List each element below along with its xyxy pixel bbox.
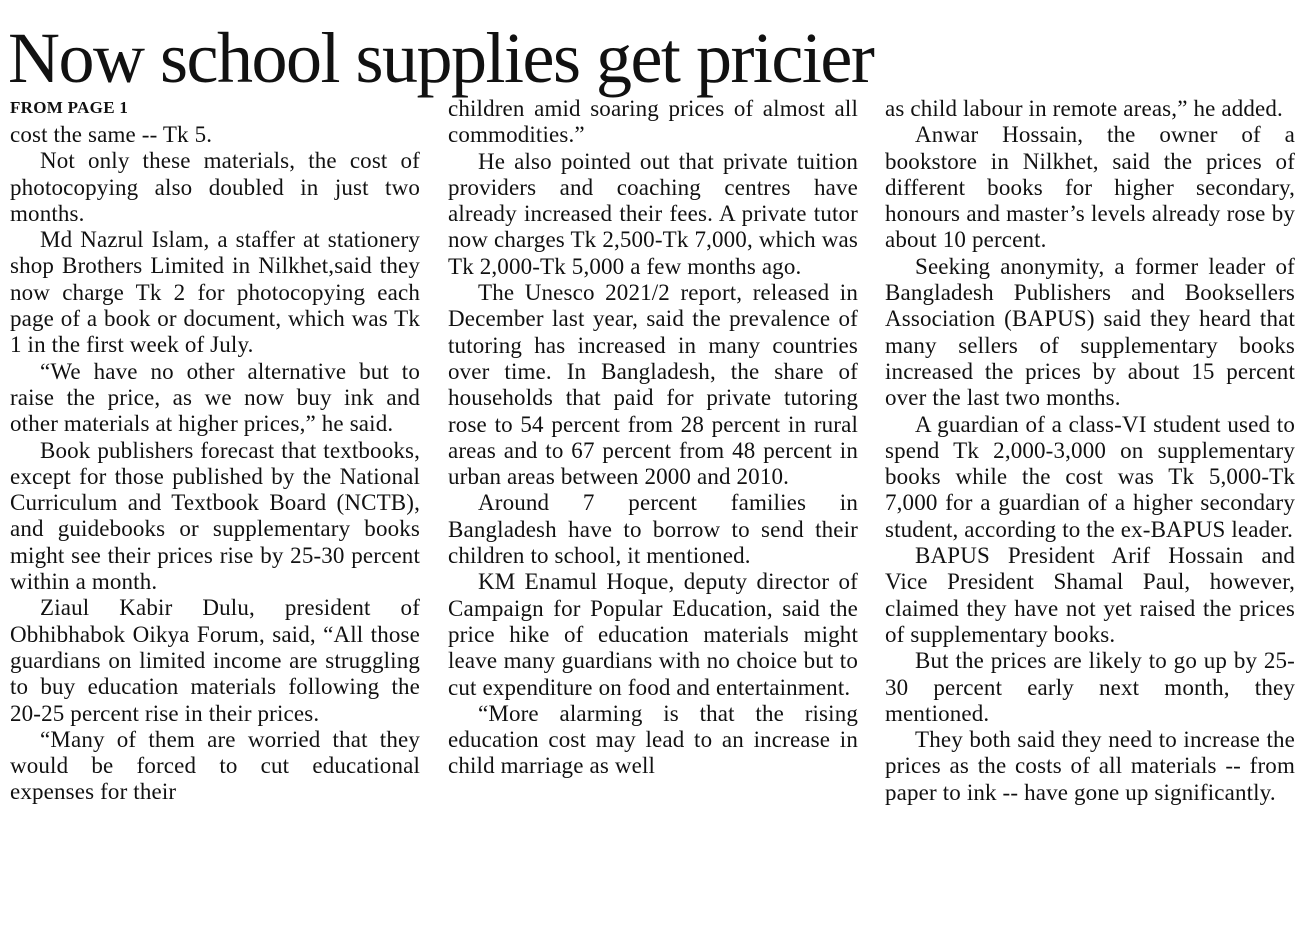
paragraph: “More alarming is that the rising education cost may lead to an increase in child marriage as well xyxy=(448,700,858,779)
paragraph: Anwar Hossain, the owner of a bookstore in Nilkhet, said the prices of different books for higher secondary, honours and master’s levels already rose by about 10 percent. xyxy=(885,122,1295,253)
paragraph: cost the same -- Tk 5. xyxy=(10,122,213,147)
jump-line-kicker: FROM PAGE 1 xyxy=(10,98,129,117)
paragraph: Not only these materials, the cost of photocopying also doubled in just two months. xyxy=(10,148,420,226)
paragraph: “We have no other alternative but to raise the price, as we now buy ink and other materials at higher prices,” he said. xyxy=(10,358,420,437)
paragraph: A guardian of a class-VI student used to spend Tk 2,000-3,000 on supplementary books while the cost was Tk 5,000-Tk 7,000 for a guardian of a higher secondary student, according to the ex-BAPUS leader. xyxy=(885,411,1295,542)
article-column-3 xyxy=(885,96,1295,806)
paragraph: But the prices are likely to go up by 25-30 percent early next month, they mentioned. xyxy=(885,648,1295,726)
paragraph: They both said they need to increase the prices as the costs of all materials -- from paper to ink -- have gone up significantly. xyxy=(885,727,1295,805)
paragraph: Md Nazrul Islam, a staffer at stationery shop Brothers Limited in Nilkhet,said they now charge Tk 2 for photocopying each page of a book or document, which was Tk 1 in the first week of July. xyxy=(10,227,420,358)
paragraph: “Many of them are worried that they would be forced to cut educational expenses for their xyxy=(10,726,420,805)
paragraph: Ziaul Kabir Dulu, president of Obhibhabok Oikya Forum, said, “All those guardians on limited income are struggling to buy education materials following the 20-25 percent rise in their prices. xyxy=(10,595,420,726)
paragraph: BAPUS President Arif Hossain and Vice President Shamal Paul, however, claimed they have not yet raised the prices of supplementary books. xyxy=(885,543,1295,647)
headline: Now school supplies get pricier xyxy=(8,18,874,98)
paragraph: The Unesco 2021/2 report, released in December last year, said the prevalence of tutoring has increased in many countries over time. In Bangladesh, the share of households that paid for private tutoring rose to 54 percent from 28 percent in rural areas and to 67 percent from 48 percent in urban areas between 2000 and 2010. xyxy=(448,280,858,490)
paragraph: as child labour in remote areas,” he added. xyxy=(885,96,1283,121)
paragraph: Seeking anonymity, a former leader of Bangladesh Publishers and Booksellers Association (BAPUS) said they heard that many sellers of supplementary books increased the prices by about 15 percent over the last two months. xyxy=(885,253,1295,411)
article-column-1 xyxy=(10,96,420,806)
paragraph: Book publishers forecast that textbooks, except for those published by the National Curriculum and Textbook Board (NCTB), and guidebooks or supplementary books might see their prices rise by 25-30 percent within a month. xyxy=(10,437,420,595)
article-column-2 xyxy=(448,96,858,780)
paragraph: He also pointed out that private tuition providers and coaching centres have already increased their fees. A private tutor now charges Tk 2,500-Tk 7,000, which was Tk 2,000-Tk 5,000 a few months ago. xyxy=(448,148,858,279)
paragraph: children amid soaring prices of almost all commodities.” xyxy=(448,96,858,148)
paragraph: KM Enamul Hoque, deputy director of Campaign for Popular Education, said the price hike of education materials might leave many guardians with no choice but to cut expenditure on food and entertainment. xyxy=(448,569,858,700)
paragraph: Around 7 percent families in Bangladesh have to borrow to send their children to school, it mentioned. xyxy=(448,490,858,569)
